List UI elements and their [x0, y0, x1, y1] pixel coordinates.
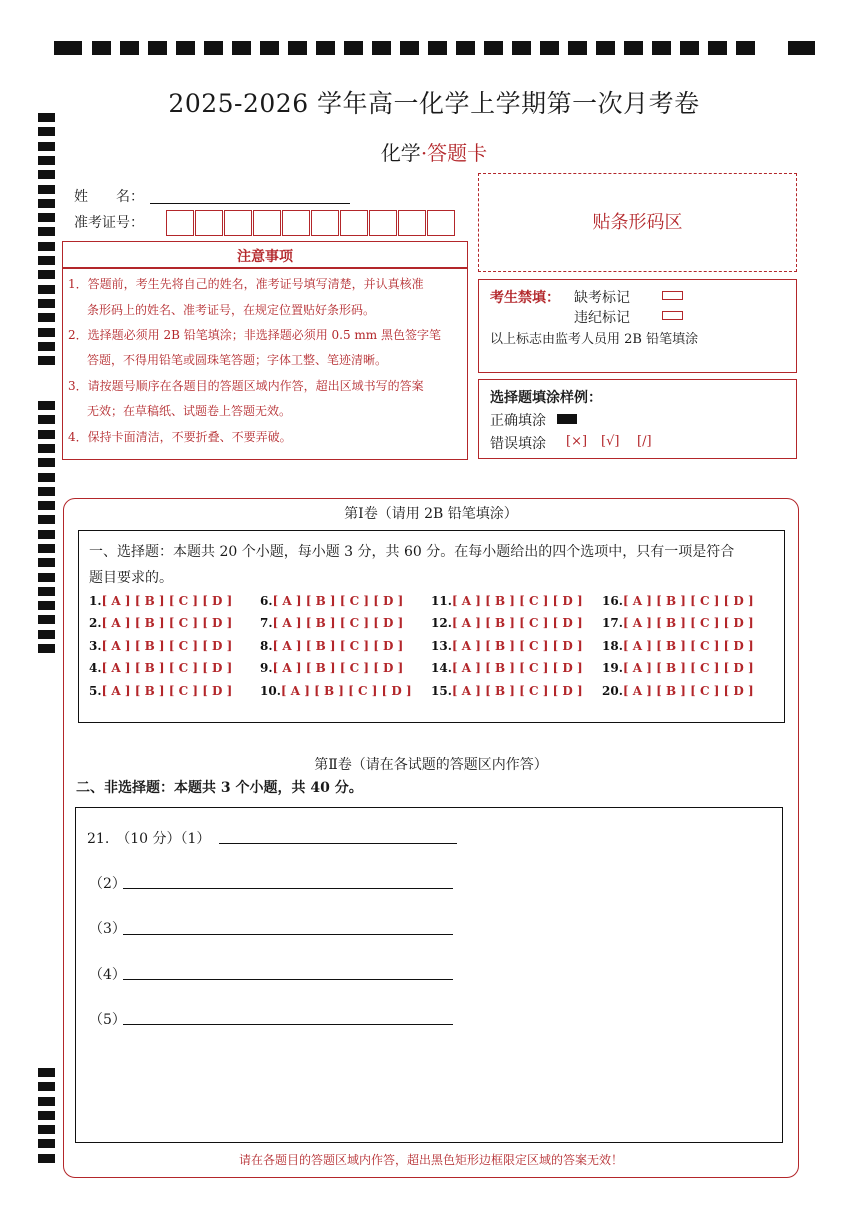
timing-mark	[38, 1068, 55, 1077]
timing-mark	[38, 170, 55, 179]
question-number: 19.	[602, 661, 623, 675]
question-number: 18.	[602, 639, 623, 653]
timing-mark	[38, 285, 55, 294]
choice-question-10[interactable]	[260, 684, 412, 698]
timing-mark	[38, 558, 55, 567]
answer-options[interactable]: [ A ] [ B ] [ C ] [ D ]	[451, 661, 583, 675]
answer-options[interactable]: [ A ] [ B ] [ C ] [ D ]	[622, 661, 754, 675]
question-number: 16.	[602, 594, 623, 608]
answer-options[interactable]: [ A ] [ B ] [ C ] [ D ]	[272, 639, 404, 653]
timing-mark	[38, 270, 55, 279]
q21-answer-line-1[interactable]	[219, 843, 457, 844]
exam-number-digit-box[interactable]	[224, 210, 252, 236]
wrong-mark-slash: [/]	[637, 434, 652, 449]
question-number: 20.	[602, 684, 623, 698]
timing-mark	[38, 313, 55, 322]
timing-mark	[204, 41, 223, 55]
timing-mark	[38, 630, 55, 639]
question-number: 8.	[260, 639, 273, 653]
choice-question-9[interactable]	[260, 661, 403, 675]
timing-mark	[400, 41, 419, 55]
question-number: 17.	[602, 616, 623, 630]
timing-mark	[708, 41, 727, 55]
question-number: 15.	[431, 684, 452, 698]
timing-mark	[54, 41, 82, 55]
question-number: 14.	[431, 661, 452, 675]
timing-mark	[38, 444, 55, 453]
timing-mark	[788, 41, 815, 55]
answer-options[interactable]: [ A ] [ B ] [ C ] [ D ]	[101, 684, 233, 698]
timing-mark	[38, 356, 55, 365]
timing-mark	[38, 1125, 55, 1134]
question-number: 3.	[89, 639, 102, 653]
timing-mark	[232, 41, 251, 55]
timing-mark	[456, 41, 475, 55]
timing-mark	[38, 415, 55, 424]
notice-line: 3．请按题号顺序在各题目的答题区域内作答，超出区域书写的答案	[68, 379, 424, 393]
answer-options[interactable]: [ A ] [ B ] [ C ] [ D ]	[101, 661, 233, 675]
answer-options[interactable]: [ A ] [ B ] [ C ] [ D ]	[101, 594, 233, 608]
choice-question-7[interactable]	[260, 616, 403, 630]
timing-mark	[316, 41, 335, 55]
page-title: 2025-2026 学年高一化学上学期第一次月考卷	[168, 89, 700, 118]
timing-mark	[148, 41, 167, 55]
exam-number-digit-box[interactable]	[311, 210, 339, 236]
exam-number-digit-box[interactable]	[166, 210, 194, 236]
choice-question-3[interactable]	[89, 639, 232, 653]
notice-line: 4．保持卡面清洁，不要折叠、不要弄破。	[68, 430, 292, 444]
part2-instruction: 二、非选择题：本题共 3 个小题，共 40 分。	[76, 780, 363, 796]
choice-question-15[interactable]	[431, 684, 583, 698]
question-number: 10.	[260, 684, 281, 698]
timing-mark	[120, 41, 139, 55]
question-number: 11.	[431, 594, 452, 608]
choice-question-18[interactable]	[602, 639, 754, 653]
notice-line: 条形码上的姓名、准考证号，在规定位置贴好条形码。	[87, 303, 376, 317]
timing-mark	[38, 1154, 55, 1163]
timing-mark	[38, 185, 55, 194]
choice-question-2[interactable]	[89, 616, 232, 630]
timing-mark	[596, 41, 615, 55]
wrong-mark-cross: [×]	[566, 434, 588, 449]
q21-answer-line-2[interactable]	[123, 888, 453, 889]
footer-warning: 请在各题目的答题区域内作答，超出黑色矩形边框限定区域的答案无效！	[238, 1153, 623, 1167]
answer-options[interactable]: [ A ] [ B ] [ C ] [ D ]	[101, 639, 233, 653]
question-number: 1.	[89, 594, 102, 608]
timing-mark	[38, 601, 55, 610]
notice-title: 注意事项	[237, 249, 293, 265]
card-type-label: 答题卡	[427, 141, 488, 165]
wrong-fill-label: 错误填涂	[490, 436, 546, 452]
exam-number-digit-box[interactable]	[427, 210, 455, 236]
choice-question-6[interactable]	[260, 594, 403, 608]
absent-label: 缺考标记	[574, 290, 630, 306]
timing-mark	[484, 41, 503, 55]
name-label: 姓 名：	[74, 189, 144, 205]
forbidden-note: 以上标志由监考人员用 2B 铅笔填涂	[490, 332, 699, 347]
answer-options[interactable]: [ A ] [ B ] [ C ] [ D ]	[622, 594, 754, 608]
wrong-mark-check: [√]	[601, 434, 620, 449]
timing-mark	[38, 199, 55, 208]
q21-answer-line-4[interactable]	[123, 979, 453, 980]
q21-sub-2-label: （2）	[89, 876, 126, 892]
part1-title: 第Ⅰ卷（请用 2B 铅笔填涂）	[344, 506, 518, 522]
choice-question-5[interactable]	[89, 684, 232, 698]
answer-options[interactable]: [ A ] [ B ] [ C ] [ D ]	[101, 616, 233, 630]
timing-mark	[38, 544, 55, 553]
choice-question-20[interactable]	[602, 684, 754, 698]
q21-answer-line-5[interactable]	[123, 1024, 453, 1025]
forbidden-title: 考生禁填：	[490, 290, 560, 306]
q21-sub-3-label: （3）	[89, 921, 126, 937]
choice-question-14[interactable]	[431, 661, 583, 675]
sample-title: 选择题填涂样例：	[490, 390, 602, 406]
timing-mark	[38, 458, 55, 467]
timing-mark	[428, 41, 447, 55]
timing-mark	[568, 41, 587, 55]
exam-number-digit-box[interactable]	[253, 210, 281, 236]
answer-options[interactable]: [ A ] [ B ] [ C ] [ D ]	[622, 616, 754, 630]
timing-mark	[38, 242, 55, 251]
timing-mark	[38, 1139, 55, 1148]
choice-question-8[interactable]	[260, 639, 403, 653]
timing-mark	[38, 342, 55, 351]
subtitle-dot: ·	[420, 141, 428, 165]
timing-mark	[38, 1111, 55, 1120]
timing-mark	[512, 41, 531, 55]
question-number: 13.	[431, 639, 452, 653]
timing-mark	[38, 227, 55, 236]
timing-mark	[38, 515, 55, 524]
timing-mark	[38, 213, 55, 222]
timing-mark	[540, 41, 559, 55]
timing-mark	[38, 587, 55, 596]
question-number: 7.	[260, 616, 273, 630]
answer-options[interactable]: [ A ] [ B ] [ C ] [ D ]	[272, 594, 404, 608]
answer-options[interactable]: [ A ] [ B ] [ C ] [ D ]	[451, 684, 583, 698]
notice-line: 1．答题前，考生先将自己的姓名，准考证号填写清楚，并认真核准	[68, 277, 424, 291]
timing-mark	[736, 41, 755, 55]
question-number: 4.	[89, 661, 102, 675]
timing-mark	[372, 41, 391, 55]
q21-sub-4-label: （4）	[89, 967, 126, 983]
timing-mark	[38, 473, 55, 482]
card-subtitle	[0, 137, 868, 166]
choice-question-16[interactable]	[602, 594, 754, 608]
exam-number-digit-box[interactable]	[195, 210, 223, 236]
timing-mark	[92, 41, 111, 55]
name-line[interactable]	[150, 203, 350, 204]
exam-number-digit-box[interactable]	[398, 210, 426, 236]
timing-mark	[38, 573, 55, 582]
choice-question-17[interactable]	[602, 616, 754, 630]
exam-number-label: 准考证号：	[74, 215, 144, 231]
correct-fill-label: 正确填涂	[490, 413, 546, 429]
subject-label: 化学	[380, 141, 421, 165]
notice-line: 2．选择题必须用 2B 铅笔填涂；非选择题必须用 0.5 mm 黑色签字笔	[68, 328, 442, 342]
part1-instruction: 一、选择题：本题共 20 个小题，每小题 3 分，共 60 分。在每小题给出的四个选项中，只有一项是符合	[89, 544, 735, 560]
choice-question-11[interactable]	[431, 594, 583, 608]
timing-mark	[288, 41, 307, 55]
timing-mark	[38, 328, 55, 337]
q21-label: 21. （10 分）（1）	[87, 831, 211, 847]
q21-sub-5-label: （5）	[89, 1012, 126, 1028]
timing-mark	[38, 644, 55, 653]
timing-mark	[624, 41, 643, 55]
choice-question-13[interactable]	[431, 639, 583, 653]
answer-options[interactable]: [ A ] [ B ] [ C ] [ D ]	[451, 639, 583, 653]
question-number: 6.	[260, 594, 273, 608]
timing-mark	[38, 127, 55, 136]
answer-options[interactable]: [ A ] [ B ] [ C ] [ D ]	[272, 661, 404, 675]
timing-mark	[38, 1097, 55, 1106]
exam-number-digit-box[interactable]	[369, 210, 397, 236]
part1-instruction-cont: 题目要求的。	[89, 570, 173, 586]
violation-label: 违纪标记	[574, 310, 630, 326]
absent-mark-box[interactable]	[662, 291, 683, 300]
correct-fill-mark	[557, 414, 577, 424]
answer-options[interactable]: [ A ] [ B ] [ C ] [ D ]	[272, 616, 404, 630]
timing-mark	[38, 256, 55, 265]
timing-mark	[38, 530, 55, 539]
timing-mark	[38, 501, 55, 510]
timing-mark	[38, 401, 55, 410]
choice-question-1[interactable]	[89, 594, 232, 608]
timing-mark	[680, 41, 699, 55]
choice-question-19[interactable]	[602, 661, 754, 675]
answer-options[interactable]: [ A ] [ B ] [ C ] [ D ]	[622, 639, 754, 653]
timing-mark	[176, 41, 195, 55]
choice-question-4[interactable]	[89, 661, 232, 675]
timing-mark	[38, 299, 55, 308]
q21-answer-line-3[interactable]	[123, 934, 453, 935]
timing-mark	[38, 430, 55, 439]
violation-mark-box[interactable]	[662, 311, 683, 320]
exam-number-digit-box[interactable]	[282, 210, 310, 236]
question-number: 9.	[260, 661, 273, 675]
part2-title: 第Ⅱ卷（请在各试题的答题区内作答）	[314, 757, 548, 773]
timing-mark	[38, 1082, 55, 1091]
timing-mark	[38, 487, 55, 496]
answer-options[interactable]: [ A ] [ B ] [ C ] [ D ]	[451, 594, 583, 608]
timing-mark	[38, 615, 55, 624]
q21-answer-box	[75, 807, 783, 1143]
timing-mark	[344, 41, 363, 55]
exam-number-digit-box[interactable]	[340, 210, 368, 236]
question-number: 12.	[431, 616, 452, 630]
answer-options[interactable]: [ A ] [ B ] [ C ] [ D ]	[622, 684, 754, 698]
timing-mark	[260, 41, 279, 55]
answer-options[interactable]: [ A ] [ B ] [ C ] [ D ]	[280, 684, 412, 698]
choice-question-12[interactable]	[431, 616, 583, 630]
question-number: 2.	[89, 616, 102, 630]
answer-options[interactable]: [ A ] [ B ] [ C ] [ D ]	[451, 616, 583, 630]
question-number: 5.	[89, 684, 102, 698]
barcode-label: 贴条形码区	[592, 212, 683, 233]
notice-line: 答题，不得用铅笔或圆珠笔答题；字体工整、笔迹清晰。	[87, 353, 388, 367]
timing-mark	[652, 41, 671, 55]
notice-line: 无效；在草稿纸、试题卷上答题无效。	[87, 404, 292, 418]
